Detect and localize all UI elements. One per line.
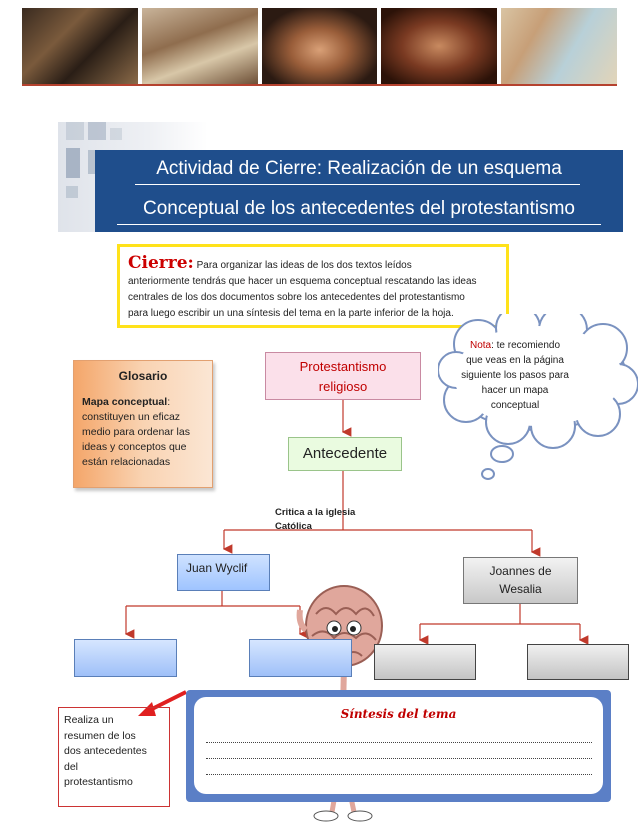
nota-label: Nota bbox=[469, 340, 492, 351]
realiza-line: protestantismo bbox=[64, 776, 133, 788]
empty-concept-node[interactable] bbox=[374, 644, 476, 680]
nota-line: hacer un mapa bbox=[481, 385, 549, 396]
glosario-line: : bbox=[167, 396, 171, 408]
glosario-line: están relacionadas bbox=[82, 456, 171, 468]
realiza-line: del bbox=[64, 760, 79, 773]
empty-concept-node[interactable] bbox=[249, 639, 352, 677]
realiza-instruction-box bbox=[58, 707, 170, 807]
sintesis-writing-line[interactable] bbox=[206, 758, 592, 759]
link-label-line: Critica a la iglesia bbox=[275, 507, 356, 518]
root-line: Protestantismo bbox=[299, 359, 387, 374]
nota-line: que veas en la página bbox=[466, 355, 564, 366]
concept-node-antecedente: Antecedente bbox=[288, 437, 402, 471]
sintesis-title: Síntesis del tema bbox=[340, 707, 457, 721]
cierre-lead: Para organizar las ideas de los dos textos leídos bbox=[193, 260, 412, 271]
concept-node-juan-wyclif: Juan Wyclif bbox=[177, 554, 270, 591]
cierre-line: anteriormente tendrás que hacer un esquema conceptual rescatando las ideas bbox=[128, 276, 477, 287]
nota-line: conceptual bbox=[490, 400, 540, 411]
root-line: religioso bbox=[318, 379, 368, 394]
glosario-line: constituyen un eficaz bbox=[82, 411, 181, 423]
sintesis-writing-line[interactable] bbox=[206, 774, 592, 775]
nota-line: : te recomiendo bbox=[491, 340, 561, 351]
cierre-heading: Cierre: bbox=[128, 253, 194, 273]
empty-concept-node[interactable] bbox=[527, 644, 629, 680]
concept-node-joannes-de-wesalia bbox=[463, 557, 578, 604]
glosario-line: ideas y conceptos que bbox=[82, 441, 187, 453]
page-title-line2: Conceptual de los antecedentes del protestantismo bbox=[143, 198, 575, 219]
right-node-line: Wesalia bbox=[499, 582, 542, 596]
link-label bbox=[275, 506, 355, 534]
link-label-line: Católica bbox=[275, 521, 312, 532]
realiza-line: dos antecedentes bbox=[64, 745, 147, 757]
cierre-line: centrales de los dos documentos sobre los antecedentes del protestantismo bbox=[128, 292, 465, 303]
realiza-line: Realiza un bbox=[64, 714, 114, 726]
glosario-term: Mapa conceptual bbox=[82, 396, 168, 408]
realiza-line: resumen de los bbox=[64, 729, 136, 742]
page-title-line1: Actividad de Cierre: Realización de un esquema bbox=[156, 158, 562, 179]
sintesis-writing-line[interactable] bbox=[206, 742, 592, 743]
empty-concept-node[interactable] bbox=[74, 639, 177, 677]
right-node-line: Joannes de bbox=[489, 564, 552, 578]
nota-line: siguiente los pasos para bbox=[461, 370, 569, 381]
cierre-line: para luego escribir un una síntesis del tema en la parte inferior de la hoja. bbox=[128, 308, 454, 319]
concept-node-root bbox=[265, 352, 421, 400]
glosario-line: medio para ordenar las bbox=[82, 426, 190, 438]
glosario-title: Glosario bbox=[118, 369, 168, 383]
